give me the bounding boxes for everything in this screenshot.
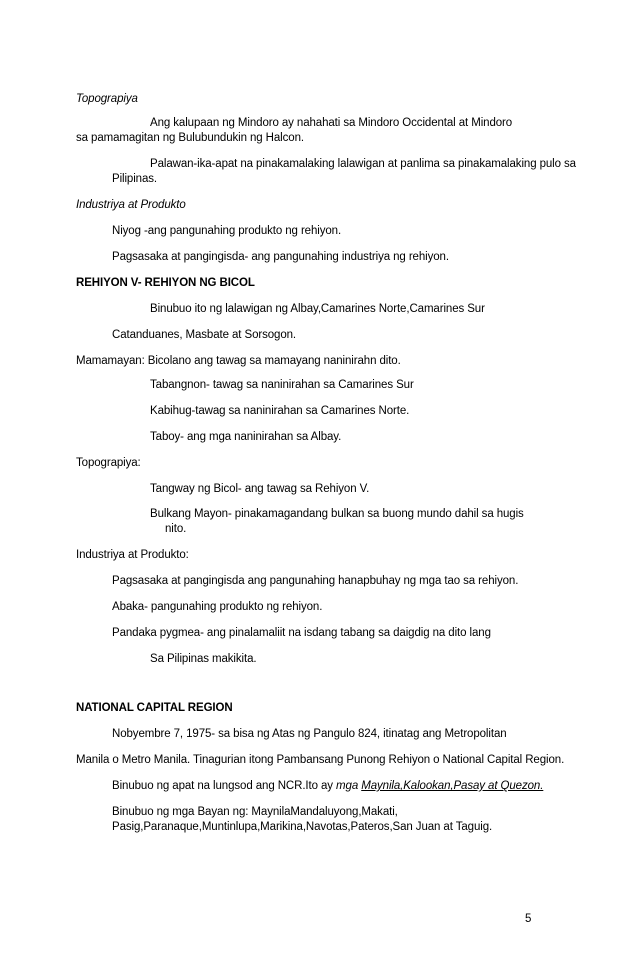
ncr-cities-prefix: Binubuo ng apat na lungsod ang NCR.Ito ay bbox=[112, 780, 337, 792]
paragraph-line: Ang kalupaan ng Mindoro ay nahahati sa Mindoro Occidental at Mindoro bbox=[150, 117, 513, 129]
paragraph-line: Niyog -ang pangunahing produkto ng rehiyon. bbox=[112, 225, 342, 237]
region-v-heading: REHIYON V- REHIYON NG BICOL bbox=[76, 277, 255, 289]
industriya-heading: Industriya at Produkto bbox=[76, 199, 186, 211]
ncr-heading: NATIONAL CAPITAL REGION bbox=[76, 702, 233, 714]
paragraph-line: Tabangnon- tawag sa naninirahan sa Camarines Sur bbox=[150, 379, 414, 391]
paragraph-line: Palawan-ika-apat na pinakamalaking lalawigan at panlima sa pinakamalaking pulo sa bbox=[150, 158, 576, 170]
paragraph-line: Catanduanes, Masbate at Sorsogon. bbox=[112, 329, 297, 341]
topograpiya-heading: Topograpiya bbox=[76, 93, 138, 105]
ncr-cities-list: Maynila,Kalookan,Pasay at Quezon. bbox=[361, 780, 544, 792]
paragraph-line: nito. bbox=[165, 523, 187, 535]
paragraph-line: Pagsasaka at pangingisda- ang pangunahing industriya ng rehiyon. bbox=[112, 251, 449, 263]
industriya-heading-2: Industriya at Produkto: bbox=[76, 549, 189, 561]
paragraph-line: Manila o Metro Manila. Tinagurian itong Pambansang Punong Rehiyon o National Capital Region. bbox=[76, 754, 565, 766]
paragraph-line: Taboy- ang mga naninirahan sa Albay. bbox=[150, 431, 342, 443]
paragraph-line: Sa Pilipinas makikita. bbox=[150, 653, 257, 665]
paragraph-line: Pandaka pygmea- ang pinalamaliit na isdang tabang sa daigdig na dito lang bbox=[112, 627, 491, 639]
page-number: 5 bbox=[525, 913, 532, 925]
paragraph-line: Pilipinas. bbox=[112, 173, 158, 185]
paragraph-line: Pagsasaka at pangingisda ang pangunahing hanapbuhay ng mga tao sa rehiyon. bbox=[112, 575, 519, 587]
paragraph-line: Kabihug-tawag sa naninirahan sa Camarines Norte. bbox=[150, 405, 410, 417]
mamamayan-line: Mamamayan: Bicolano ang tawag sa mamayang naninirahn dito. bbox=[76, 355, 401, 367]
paragraph-line: Abaka- pangunahing produkto ng rehiyon. bbox=[112, 601, 323, 613]
paragraph-line: Pasig,Paranaque,Muntinlupa,Marikina,Navotas,Pateros,San Juan at Taguig. bbox=[112, 821, 493, 833]
paragraph-line: sa pamamagitan ng Bulubundukin ng Halcon. bbox=[76, 132, 304, 144]
topograpiya-heading-2: Topograpiya: bbox=[76, 457, 141, 469]
paragraph-line: Nobyembre 7, 1975- sa bisa ng Atas ng Pangulo 824, itinatag ang Metropolitan bbox=[112, 728, 507, 740]
paragraph-line bbox=[112, 779, 543, 793]
paragraph-line: Bulkang Mayon- pinakamagandang bulkan sa buong mundo dahil sa hugis bbox=[150, 508, 524, 520]
ncr-cities-mga: mga bbox=[336, 780, 362, 792]
paragraph-line: Binubuo ng mga Bayan ng: MaynilaMandaluyong,Makati, bbox=[112, 806, 398, 818]
paragraph-line: Tangway ng Bicol- ang tawag sa Rehiyon V. bbox=[150, 483, 370, 495]
paragraph-line: Binubuo ito ng lalawigan ng Albay,Camarines Norte,Camarines Sur bbox=[150, 303, 485, 315]
